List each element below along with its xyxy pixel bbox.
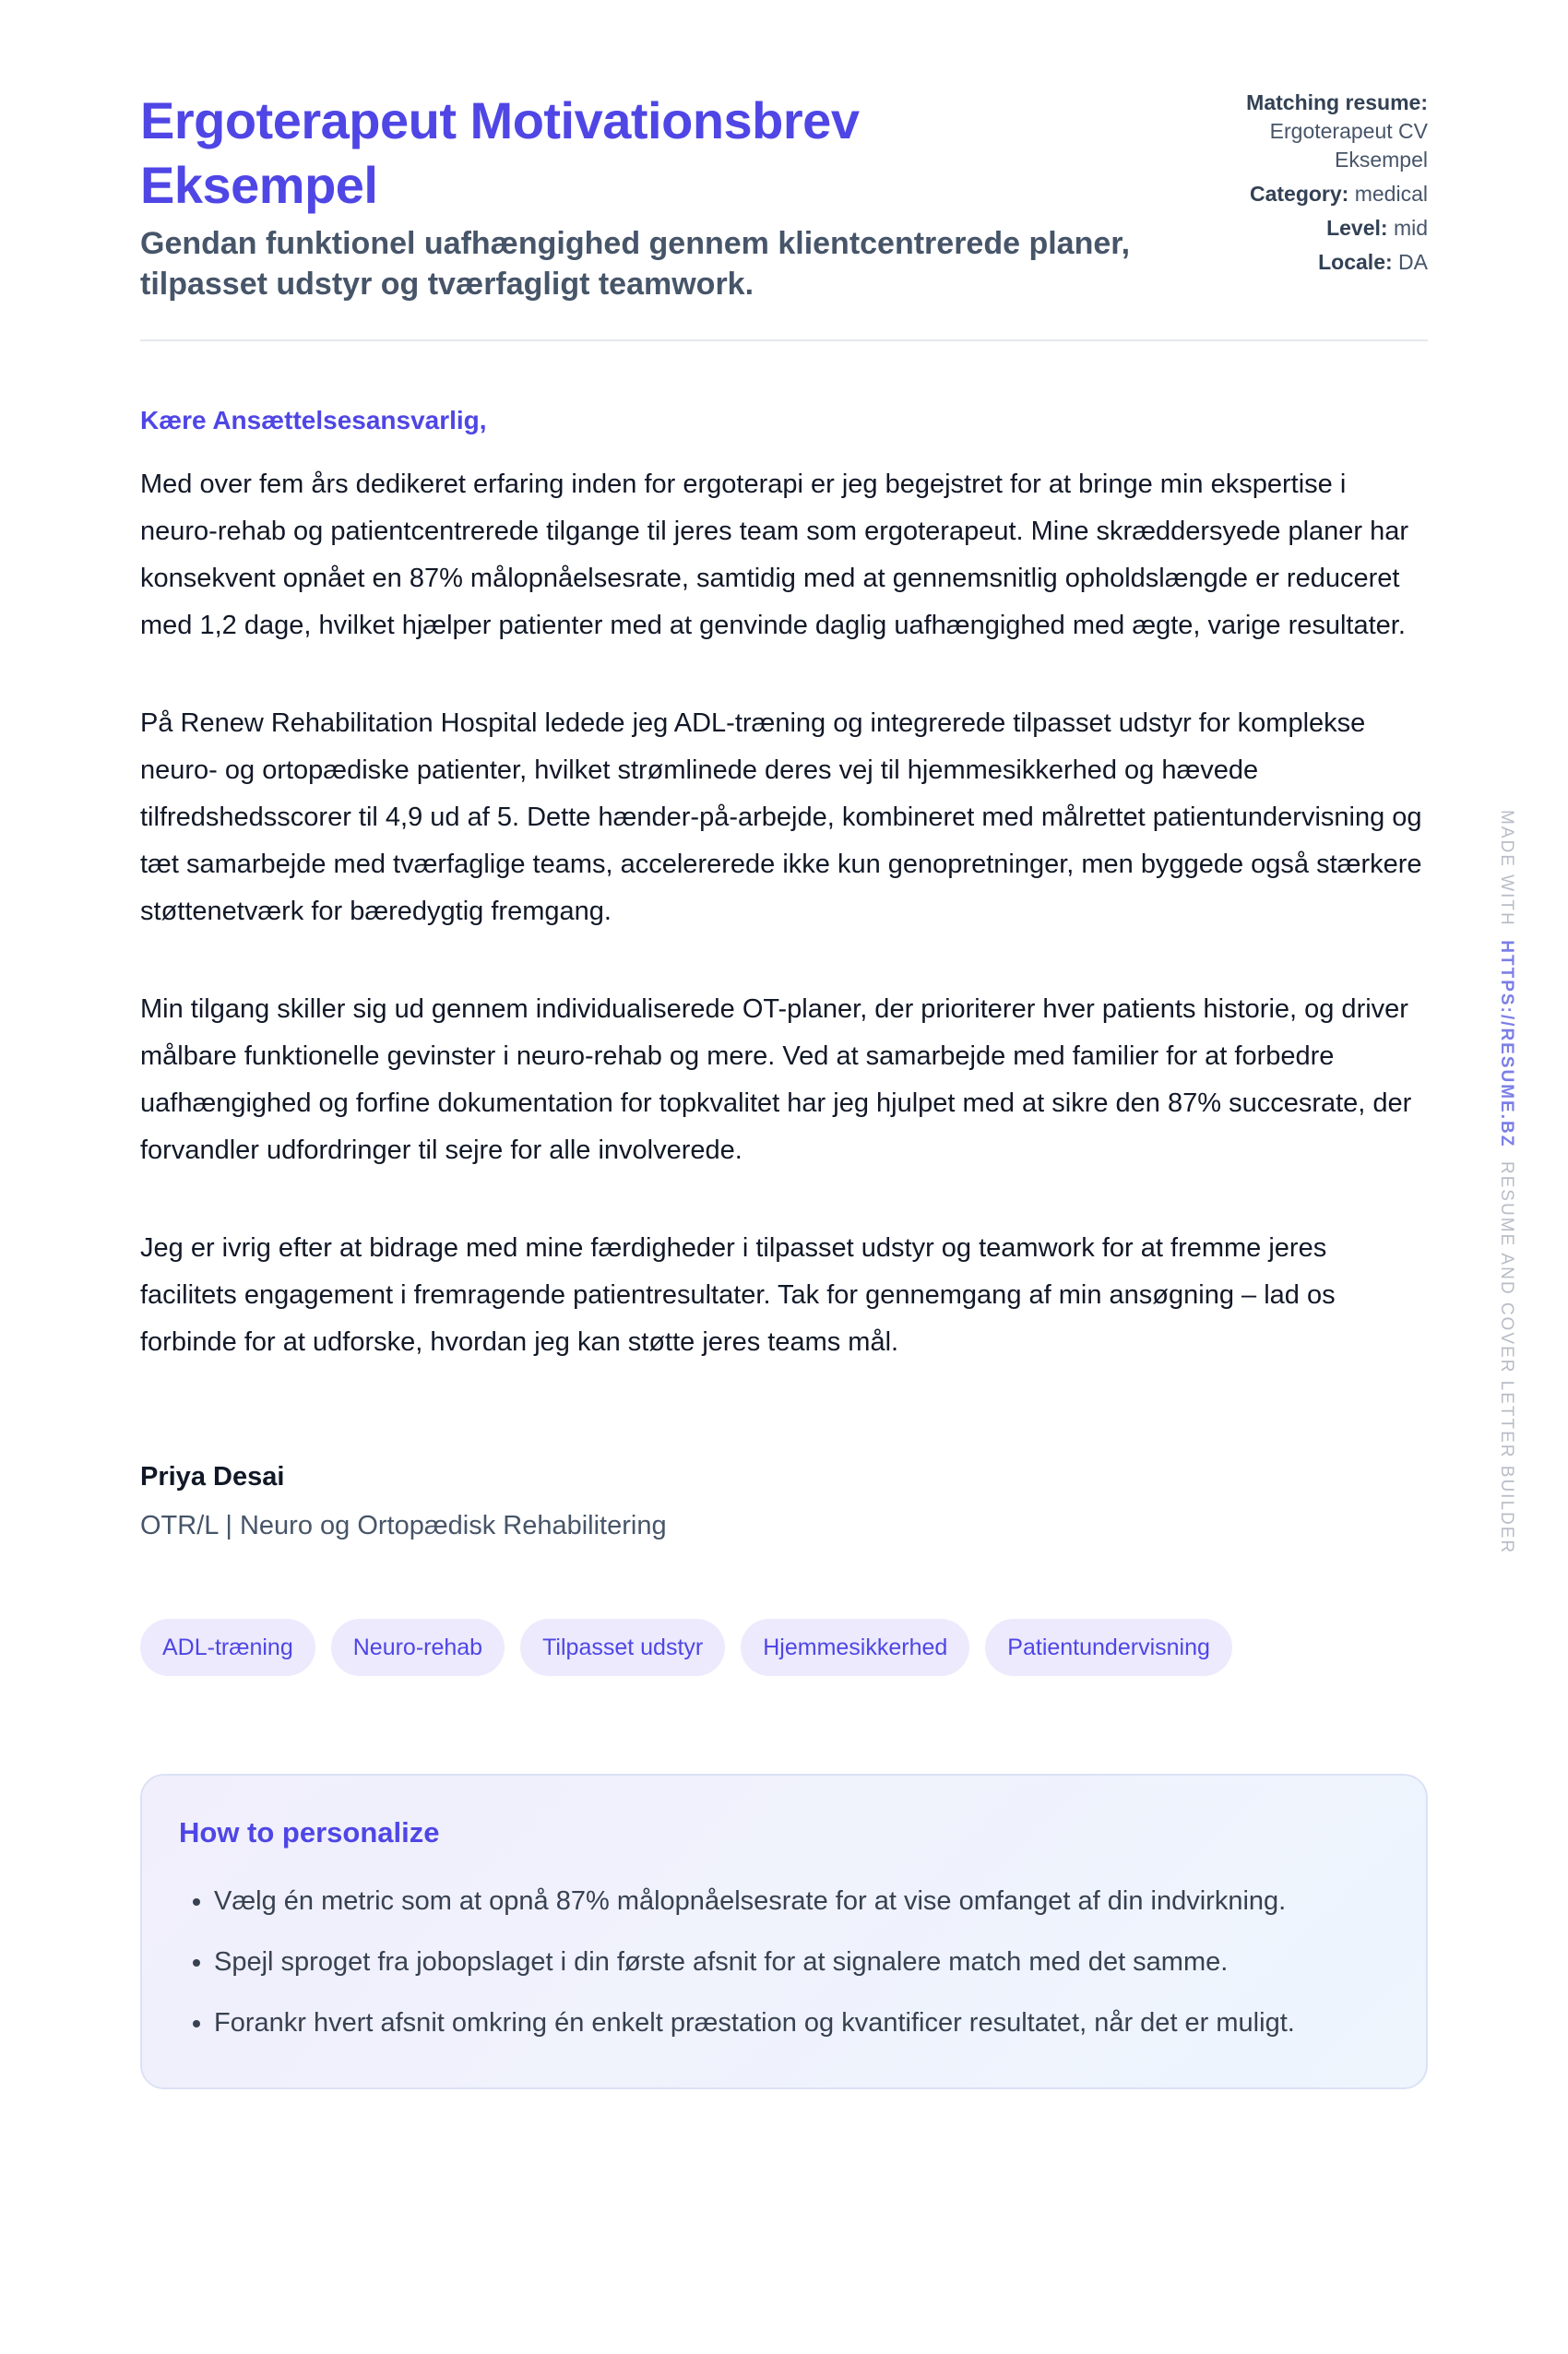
tip-item: • Vælg én metric som at opnå 87% målopnåelsesrate for at vise omfanget af din indvirkning.	[214, 1877, 1389, 1925]
skill-tag: Hjemmesikkerhed	[741, 1619, 969, 1676]
watermark-link[interactable]: HTTPS://RESUME.BZ	[1497, 940, 1516, 1148]
signature-name: Priya Desai	[140, 1462, 285, 1492]
meta-locale	[1188, 248, 1428, 277]
meta-category	[1188, 180, 1428, 208]
tip-item: • Spejl sproget fra jobopslaget i din første afsnit for at signalere match med det samme.	[214, 1938, 1389, 1986]
meta-panel	[1188, 89, 1428, 282]
tips-heading: How to personalize	[179, 1816, 440, 1849]
header	[140, 0, 1428, 341]
skill-tag: ADL-træning	[140, 1619, 315, 1676]
watermark	[1489, 810, 1516, 1566]
watermark-prefix: MADE WITH	[1497, 810, 1516, 927]
tips-list	[179, 1877, 1389, 2047]
meta-level	[1188, 214, 1428, 243]
watermark-suffix: RESUME AND COVER LETTER BUILDER	[1497, 1160, 1516, 1555]
tip-item: • Forankr hvert afsnit omkring én enkelt præstation og kvantificer resultatet, når det er muligt.	[214, 1999, 1389, 2047]
meta-matching-resume	[1188, 89, 1428, 174]
meta-value: mid	[1393, 216, 1428, 240]
meta-label: Locale:	[1318, 250, 1393, 274]
meta-label: Category:	[1249, 182, 1349, 206]
letter-paragraph: På Renew Rehabilitation Hospital ledede jeg ADL-træning og integrerede tilpasset udstyr for komplekse neuro- og ortopædiske patienter, hvilket strømlinede deres vej til hjemmesikkerhed og hævede tilfredshedsscorer til 4,9 ud af 5. Dette hænder-på-arbejde, kombineret med målrettet patientundervisning og tæt samarbejde med tværfaglige teams, accelererede ikke kun genopretninger, men byggede også stærkere støttenetværk for bæredygtig fremgang.	[140, 708, 1422, 926]
skill-tags	[140, 1619, 1428, 1676]
skill-tag: Tilpasset udstyr	[520, 1619, 725, 1676]
letter-paragraph: Med over fem års dedikeret erfaring inden for ergoterapi er jeg begejstret for at bringe min ekspertise i neuro-rehab og patientcentrerede tilgange til jeres team som ergoterapeut. Mine skræddersyede planer har konsekvent opnået en 87% målopnåelsesrate, samtidig med at gennemsnitlig opholdslængde er reduceret med 1,2 dage, hvilket hjælper patienter med at genvinde daglig uafhængighed med ægte, varige resultater.	[140, 470, 1409, 640]
skill-tag: Patientundervisning	[985, 1619, 1232, 1676]
meta-value: DA	[1398, 250, 1428, 274]
meta-label: Matching resume:	[1246, 90, 1428, 114]
meta-label: Level:	[1326, 216, 1388, 240]
salutation: Kære Ansættelsesansvarlig,	[140, 406, 487, 434]
letter-paragraph: Min tilgang skiller sig ud gennem individualiserede OT-planer, der prioriterer hver patients historie, og driver målbare funktionelle gevinster i neuro-rehab og mere. Ved at samarbejde med familier for at forbedre uafhængighed og forfine dokumentation for topkvalitet har jeg hjulpet med at sikre den 87% succesrate, der forvandler udfordringer til sejre for alle involverede.	[140, 994, 1412, 1165]
matching-resume-link[interactable]: Ergoterapeut CV Eksempel	[1269, 119, 1428, 172]
personalize-tips-box	[140, 1774, 1428, 2089]
page-subtitle: Gendan funktionel uafhængighed gennem klientcentrerede planer, tilpasset udstyr og tværfagligt teamwork.	[140, 226, 1131, 302]
letter-paragraph: Jeg er ivrig efter at bidrage med mine færdigheder i tilpasset udstyr og teamwork for at fremme jeres facilitets engagement i fremragende patientresultater. Tak for gennemgang af min ansøgning – lad os forbinde for at udforske, hvordan jeg kan støtte jeres teams mål.	[140, 1233, 1336, 1357]
page-title: Ergoterapeut Motivationsbrev Eksempel	[140, 91, 860, 214]
skill-tag: Neuro-rehab	[331, 1619, 505, 1676]
cover-letter-page	[140, 0, 1428, 2089]
meta-value: medical	[1354, 182, 1428, 206]
signature-title: OTR/L | Neuro og Ortopædisk Rehabilitering	[140, 1511, 667, 1540]
